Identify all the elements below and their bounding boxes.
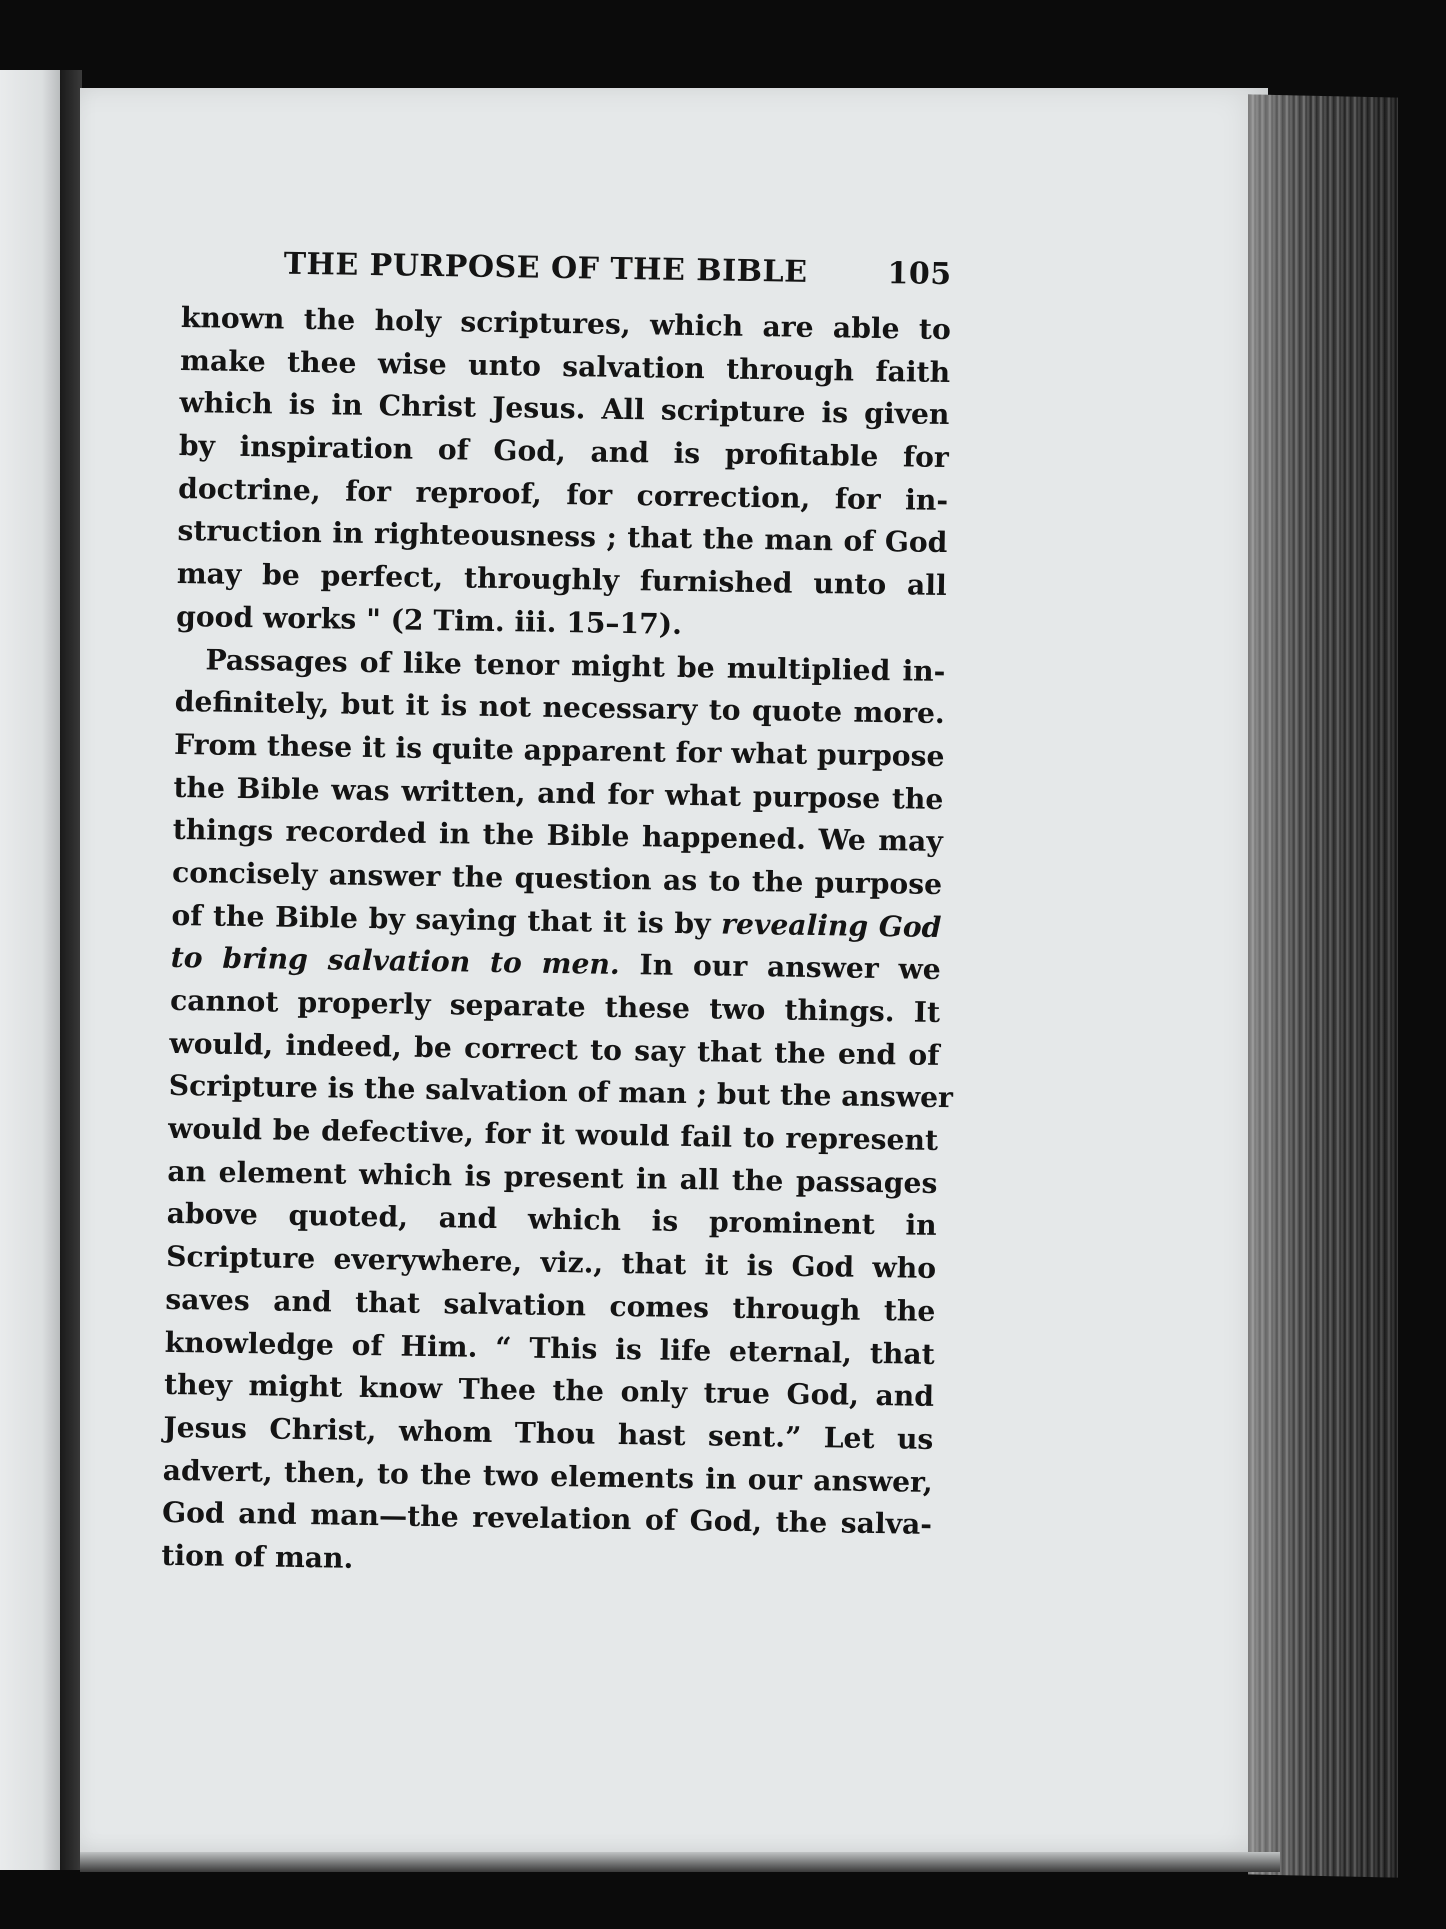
text-line: Scripture is the salvation of man ; but the answer [168, 1069, 954, 1115]
text-line: good works " (2 Tim. iii. 15–17). [175, 599, 683, 641]
text-line: knowledge of Him. “ This is life eternal, that [164, 1325, 935, 1371]
italic-phrase: to bring salvation to men. [170, 941, 621, 982]
text-line: may be perfect, throughly furnished unto all [176, 557, 948, 603]
text-line: known the holy scriptures, which are able to [180, 300, 952, 347]
text-line: which is in Christ Jesus. All scripture is given [179, 386, 950, 432]
text-line: they might know Thee the only true God, and [163, 1368, 935, 1414]
text-line: saves and that salvation comes through the [165, 1282, 936, 1328]
page-number: 105 [887, 256, 952, 293]
text-line: an element which is present in all the passages [167, 1154, 938, 1200]
running-title: THE PURPOSE OF THE BIBLE [283, 246, 808, 290]
text-line: Jesus Christ, whom Thou hast sent.” Let us [163, 1410, 934, 1456]
left-page-edge [0, 70, 60, 1870]
text-line: cannot properly separate these two things. It [169, 983, 941, 1029]
text-line: Passages of like tenor might be multiplied in- [205, 642, 946, 688]
text-line: definitely, but it is not necessary to quote more. [174, 685, 945, 731]
paragraph-2 [161, 638, 954, 1589]
text-line: doctrine, for reproof, for correction, for in- [177, 471, 949, 517]
text-run: of the Bible by saying that it is by [171, 898, 722, 941]
page-bottom-shadow [80, 1852, 1280, 1872]
page-edges-shading [1248, 94, 1398, 1877]
text-line: tion of man. [161, 1538, 354, 1575]
text-line: concisely answer the question as to the purpose [171, 855, 943, 901]
page-text-block [161, 245, 952, 1590]
text-run: In our answer we [619, 948, 941, 987]
text-line: would, indeed, be correct to say that the end of [169, 1026, 940, 1072]
text-line: things recorded in the Bible happened. We may [172, 813, 943, 859]
text-line: the Bible was written, and for what purpose the [173, 770, 944, 816]
text-line: Scripture everywhere, viz., that it is God who [165, 1240, 937, 1286]
text-line: by inspiration of God, and is profitable for [178, 429, 950, 475]
paragraph-1 [176, 297, 951, 651]
text-line: God and man—the revelation of God, the salva- [161, 1496, 933, 1542]
book-gutter [60, 70, 82, 1870]
text-line: advert, then, to the two elements in our answer, [162, 1453, 933, 1499]
text-line: struction in righteousness ; that the man of God [177, 514, 948, 560]
italic-phrase: revealing God [720, 907, 942, 944]
text-line: above quoted, and which is prominent in [166, 1197, 937, 1243]
text-line: make thee wise unto salvation through faith [179, 343, 951, 389]
text-line: From these it is quite apparent for what purpose [173, 727, 945, 773]
text-line: would be defective, for it would fail to represent [167, 1111, 939, 1158]
